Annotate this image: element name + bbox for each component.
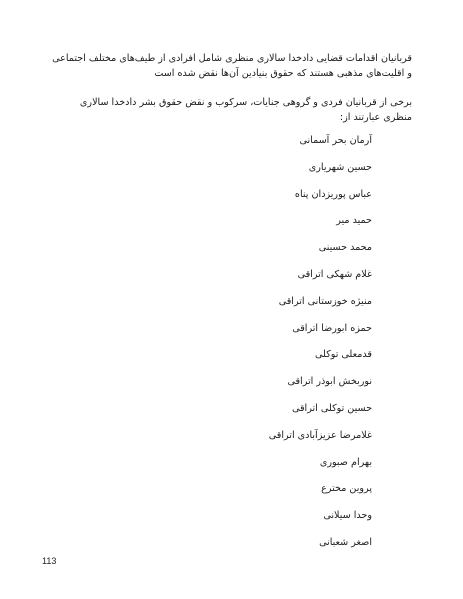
intro-paragraph: قربانیان اقدامات قضایی دادخدا سالاری منظری شامل افرادی از طیف‌های مختلف اجتماعی و اقلیت‌های مذهبی هستند که حقوق بنیادین آن‌ها نقض شده است <box>52 53 412 79</box>
list-item: حسین شهریاری <box>308 161 372 173</box>
victims-intro-paragraph: برخی از قربانیان فردی و گروهی جنایات، سرکوب و نقض حقوق بشر دادخدا سالاری منظری عبارتند از: <box>79 97 412 123</box>
list-item: نوربخش ابوذر اتراقی <box>287 376 372 388</box>
list-item: بهرام صبوری <box>319 456 372 468</box>
list-item: حسین توکلی اتراقی <box>291 402 372 414</box>
list-item: اصغر شعبانی <box>319 536 372 548</box>
list-item: وحدا سیلانی <box>323 510 372 522</box>
list-item: غلام شهکی اتراقی <box>297 268 372 280</box>
list-item: پروین مخترع <box>321 483 372 495</box>
list-item: عباس پوریزدان پناه <box>294 188 372 200</box>
list-item: حمید میر <box>336 215 372 227</box>
list-item: حمزه ابورضا اتراقی <box>292 322 372 334</box>
list-item: آرمان بحر آسمانی <box>299 135 372 146</box>
page-number: 113 <box>42 556 57 566</box>
list-item: قدمعلی توکلی <box>315 349 372 361</box>
victims-list <box>52 135 412 564</box>
list-item: منیژه خوزستانی اتراقی <box>278 295 372 307</box>
list-item: غلامرضا عزیزآبادی اتراقی <box>268 429 372 441</box>
list-item: محمد حسینی <box>318 242 372 254</box>
